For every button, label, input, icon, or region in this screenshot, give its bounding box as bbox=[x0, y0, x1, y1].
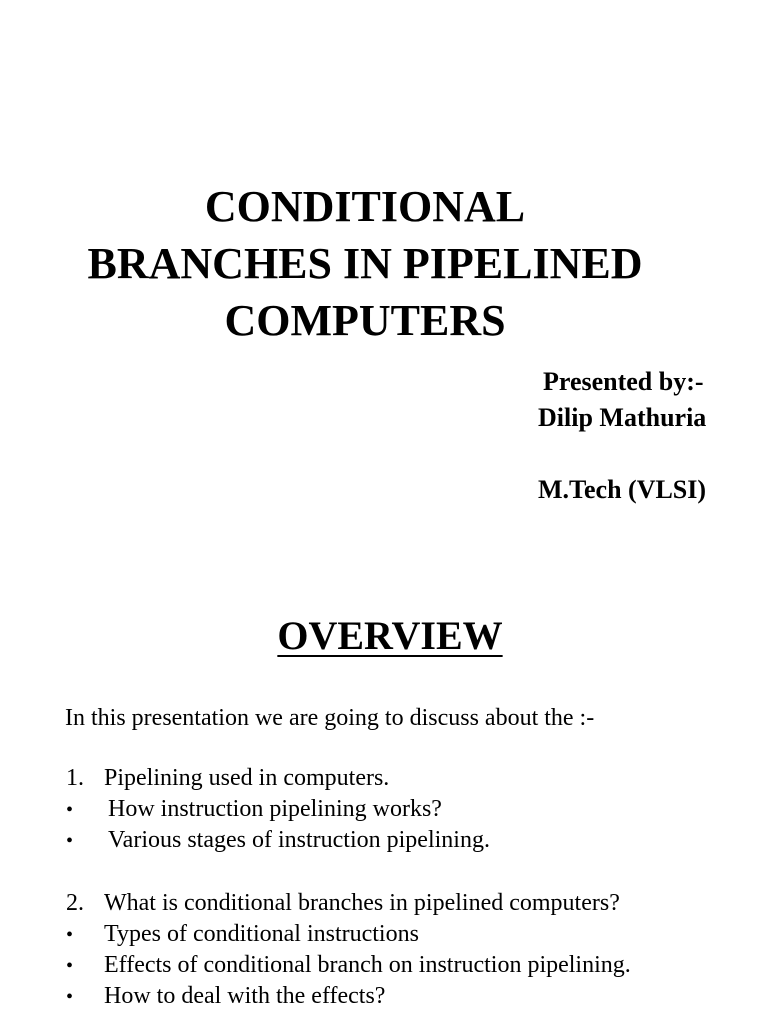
presenter-info bbox=[538, 364, 706, 508]
title-line-1: CONDITIONAL bbox=[204, 182, 526, 231]
list-item bbox=[66, 950, 631, 981]
list-item-text: Pipelining used in computers. bbox=[104, 765, 390, 791]
bullet-icon: • bbox=[66, 830, 74, 852]
intro-text: In this presentation we are going to discuss about the :- bbox=[65, 705, 595, 731]
list-number: 2. bbox=[66, 890, 84, 916]
overview-slide bbox=[0, 560, 768, 1024]
list-item bbox=[66, 888, 631, 919]
presenter-degree: M.Tech (VLSI) bbox=[538, 475, 707, 504]
list-item-text: How to deal with the effects? bbox=[104, 983, 386, 1009]
list-item-text: How instruction pipelining works? bbox=[108, 796, 442, 822]
list-item bbox=[66, 794, 490, 825]
bullet-icon: • bbox=[66, 924, 74, 946]
slide-title bbox=[0, 178, 730, 349]
title-line-3: COMPUTERS bbox=[224, 296, 506, 345]
section-2-list bbox=[66, 888, 631, 1012]
bullet-icon: • bbox=[66, 955, 74, 977]
list-item bbox=[66, 981, 631, 1012]
presented-by-label: Presented by:- bbox=[543, 367, 704, 396]
list-item-text: Types of conditional instructions bbox=[104, 921, 419, 947]
section-1-list bbox=[66, 763, 490, 856]
list-item-text: Various stages of instruction pipelining. bbox=[108, 827, 490, 853]
list-item-text: Effects of conditional branch on instruction pipelining. bbox=[104, 952, 631, 978]
bullet-icon: • bbox=[66, 986, 74, 1008]
list-item bbox=[66, 763, 490, 794]
list-item bbox=[66, 919, 631, 950]
list-item-text: What is conditional branches in pipelined computers? bbox=[104, 890, 620, 916]
overview-heading: OVERVIEW bbox=[277, 613, 503, 658]
presenter-name: Dilip Mathuria bbox=[538, 403, 707, 432]
bullet-icon: • bbox=[66, 799, 74, 821]
list-item bbox=[66, 825, 490, 856]
title-line-2: BRANCHES IN PIPELINED bbox=[87, 239, 643, 288]
list-number: 1. bbox=[66, 765, 84, 791]
